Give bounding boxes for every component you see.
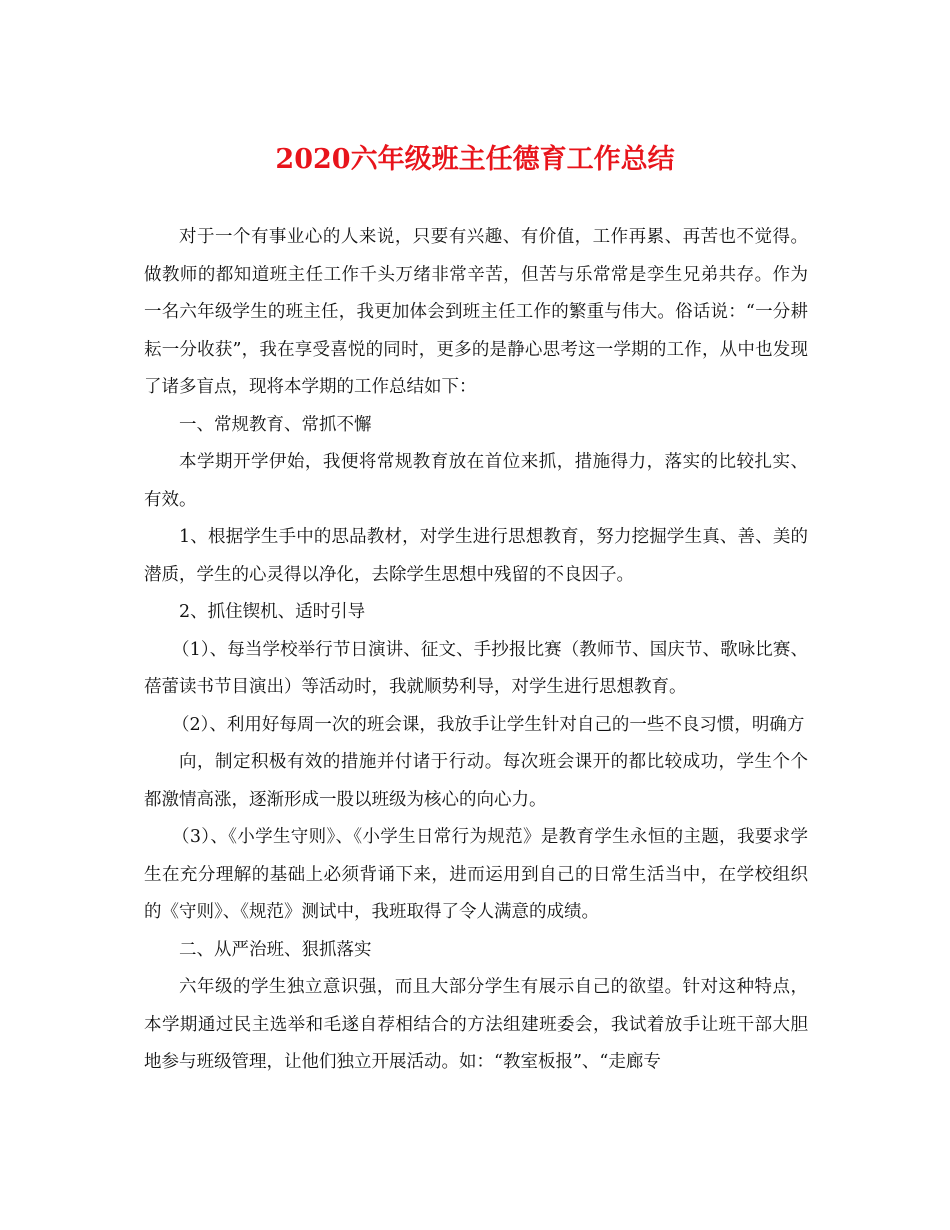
- document-body: [144, 219, 808, 1082]
- list-item-1: 1、根据学生手中的思品教材，对学生进行思想教育，努力挖掘学生真、善、美的潜质，学生的心灵得以净化，去除学生思想中残留的不良因子。: [144, 527, 808, 585]
- document-title: 2020六年级班主任德育工作总结: [275, 144, 675, 175]
- section-heading-2: 二、从严治班、狠抓落实: [179, 939, 372, 960]
- sub-item-3: （3）、《小学生守则》、《小学生日常行为规范》是教育学生永恒的主题，我要求学生在充分理解的基础上必须背诵下来，进而运用到自己的日常生活当中，在学校组织的《守则》、《规范》测试中，我班取得了令人满意的成绩。: [144, 827, 808, 922]
- body-paragraph: 六年级的学生独立意识强，而且大部分学生有展示自己的欲望。针对这种特点，本学期通过民主选举和毛遂自荐相结合的方法组建班委会，我试着放手让班干部大胆地参与班级管理，让他们独立开展活动。如：“教室板报”、“走廊专: [144, 977, 808, 1072]
- section-heading-1: 一、常规教育、常抓不懈: [179, 414, 372, 435]
- intro-paragraph: 对于一个有事业心的人来说，只要有兴趣、有价值，工作再累、再苦也不觉得。做教师的都知道班主任工作千头万绪非常辛苦，但苦与乐常常是孪生兄弟共存。作为一名六年级学生的班主任，我更加体会到班主任工作的繁重与伟大。俗话说：“一分耕耘一分收获”，我在享受喜悦的同时，更多的是静心思考这一学期的工作，从中也发现了诸多盲点，现将本学期的工作总结如下：: [144, 227, 808, 397]
- sub-item-2-continued: 向，制定积极有效的措施并付诸于行动。每次班会课开的都比较成功，学生个个都激情高涨，逐渐形成一股以班级为核心的向心力。: [144, 752, 808, 810]
- sub-item-2: （2）、利用好每周一次的班会课，我放手让学生针对自己的一些不良习惯，明确方: [172, 714, 805, 735]
- sub-item-1: （1）、每当学校举行节日演讲、征文、手抄报比赛（教师节、国庆节、歌咏比赛、蓓蕾读书节目演出）等活动时，我就顺势利导，对学生进行思想教育。: [144, 639, 808, 697]
- list-item-2: 2、抓住锲机、适时引导: [179, 602, 366, 622]
- body-paragraph: 本学期开学伊始，我便将常规教育放在首位来抓，措施得力，落实的比较扎实、有效。: [144, 452, 808, 510]
